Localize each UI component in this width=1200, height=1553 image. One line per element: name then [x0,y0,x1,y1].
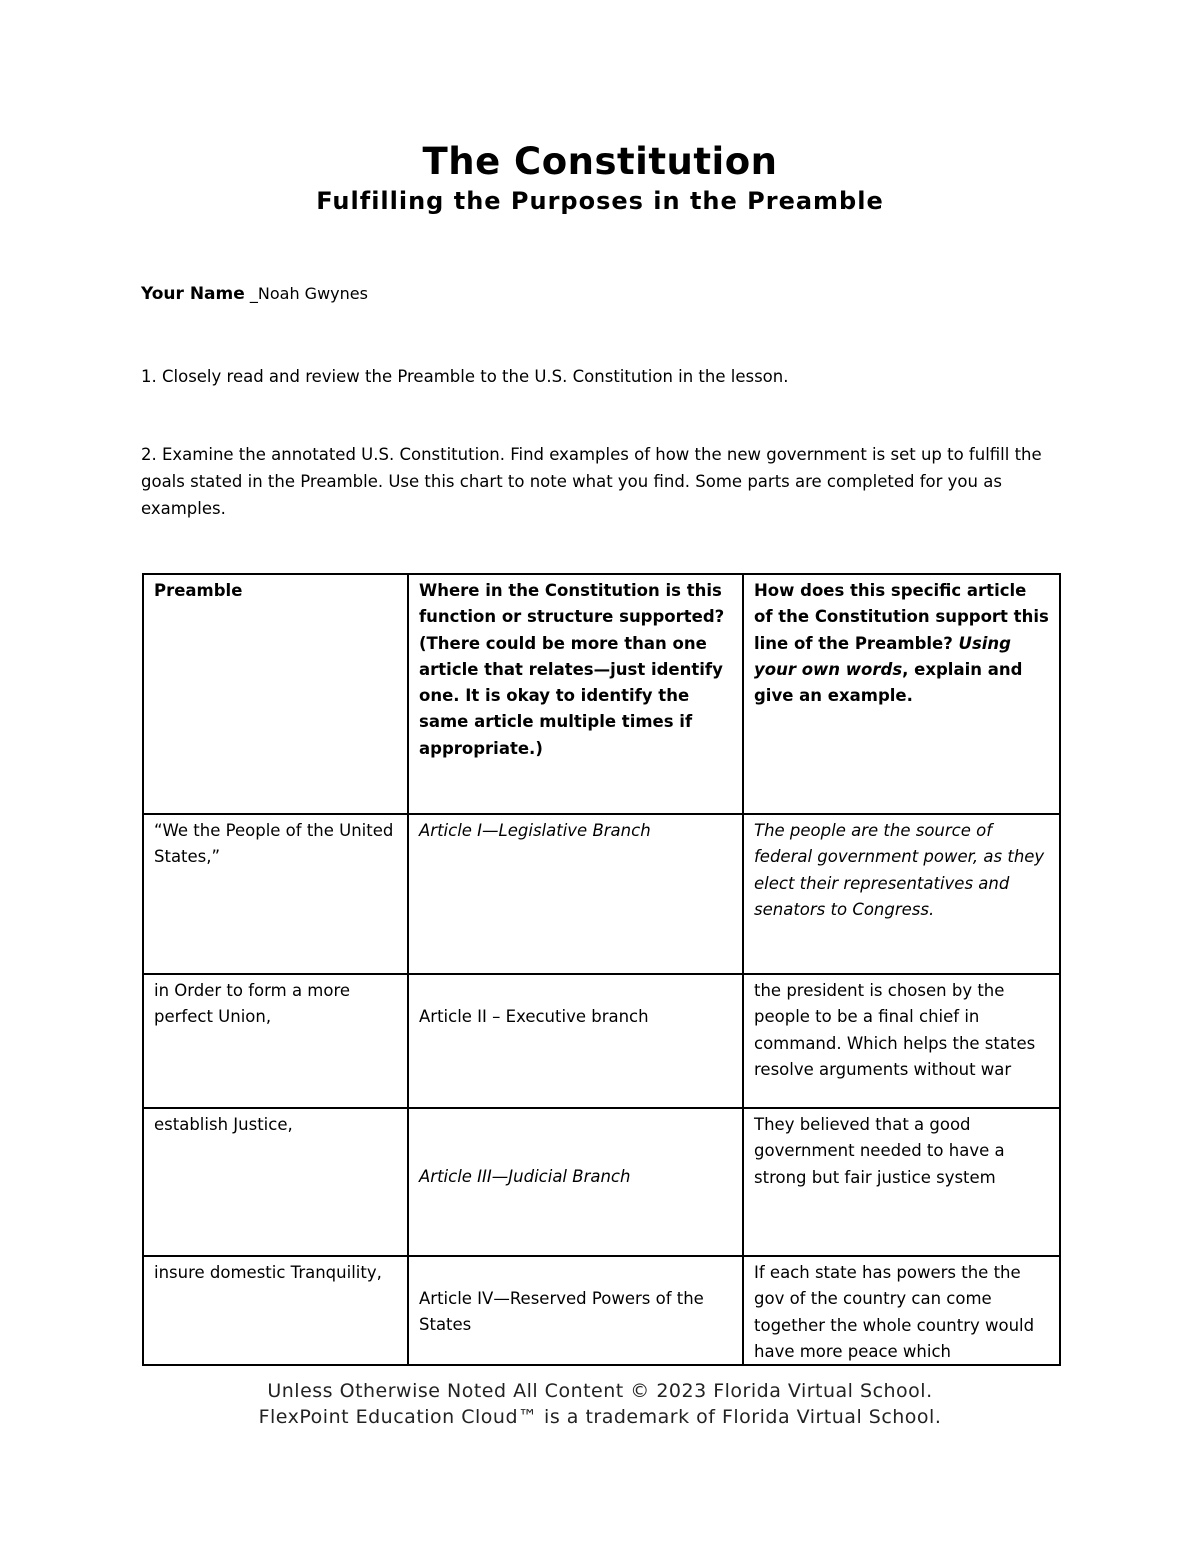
row-3-article-cell [408,1108,743,1256]
document-title: The Constitution [422,140,778,183]
row-1-article: Article I—Legislative Branch [408,814,743,974]
preamble-chart-table [142,573,1061,1366]
header-how-does-article-support [743,574,1060,814]
footer-trademark: FlexPoint Education Cloud™ is a trademark of Florida Virtual School. [258,1406,942,1428]
row-2-preamble: in Order to form a more perfect Union, [143,974,408,1108]
row-1-explanation: The people are the source of federal government power, as they elect their representatives and senators to Congress. [743,814,1060,974]
header-col3-italic: Using your own words [754,633,1011,679]
row-1-preamble: “We the People of the United States,” [143,814,408,974]
row-3-article: Article III—Judicial Branch [419,1167,631,1186]
name-value: _Noah Gwynes [249,284,368,303]
footer-copyright: Unless Otherwise Noted All Content © 2023 Florida Virtual School. [267,1380,933,1402]
table-row [143,1256,1060,1365]
instruction-1: 1. Closely read and review the Preamble to the U.S. Constitution in the lesson. [141,367,789,386]
table-row [143,814,1060,974]
row-3-explanation: They believed that a good government needed to have a strong but fair justice system [743,1108,1060,1256]
row-2-explanation: the president is chosen by the people to be a final chief in command. Which helps the states resolve arguments without war [743,974,1060,1108]
document-subtitle: Fulfilling the Purposes in the Preamble [316,187,884,215]
row-4-article: Article IV—Reserved Powers of the States [419,1289,704,1335]
row-4-explanation [743,1256,1060,1365]
table-header-row [143,574,1060,814]
name-line [141,284,368,304]
row-4-preamble: insure domestic Tranquility, [143,1256,408,1365]
row-2-article: Article II – Executive branch [419,1007,649,1026]
table-row [143,974,1060,1108]
row-4-article-cell [408,1256,743,1365]
row-4-explanation-text: If each state has powers the the gov of the country can come together the whole country would have more peace which [754,1263,1035,1361]
header-where-in-constitution: Where in the Constitution is this function or structure supported? (There could be more than one article that relates—just identify one. It is okay to identify the same article multiple times if appropriate.) [408,574,743,814]
table-row [143,1108,1060,1256]
header-col3-text: How does this specific article of the Constitution support this line of the Preamble? [754,581,1049,653]
row-2-article-cell [408,974,743,1108]
header-col3-text-end: , explain and give an example. [754,659,1023,706]
row-3-preamble: establish Justice, [143,1108,408,1256]
header-preamble: Preamble [143,574,408,814]
name-label: Your Name [141,284,245,304]
instruction-2: 2. Examine the annotated U.S. Constitution. Find examples of how the new government is set up to fulfill the goals stated in the Preamble. Use this chart to note what you find. Some parts are completed for you as examples. [141,445,1042,518]
